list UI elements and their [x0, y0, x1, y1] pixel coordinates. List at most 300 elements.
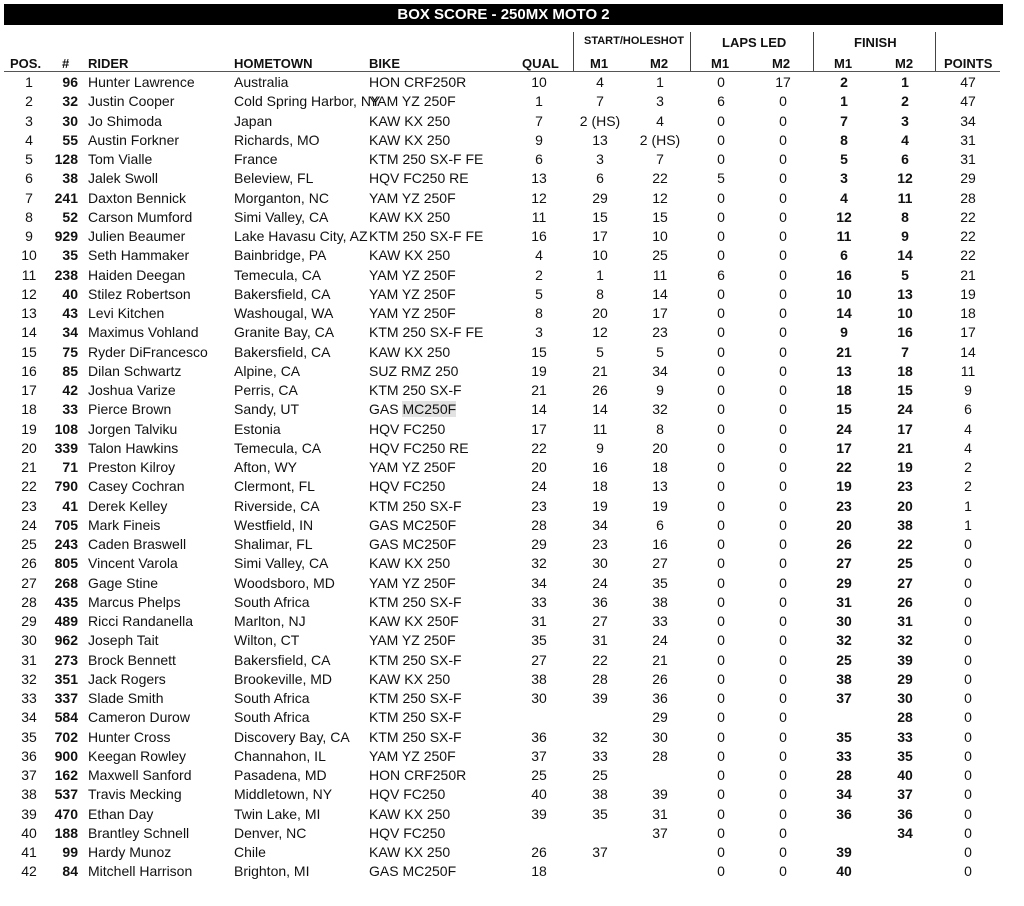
- cell-hometown: Japan: [234, 112, 273, 129]
- cell-start-m1: 21: [592, 362, 608, 379]
- cell-laps-m2: 0: [779, 151, 787, 167]
- cell-qual: 10: [531, 74, 547, 90]
- cell-finish-m2: 18: [897, 362, 913, 379]
- cell-qual: 17: [531, 420, 547, 437]
- cell-pos: 34: [21, 709, 37, 726]
- cell-number: 41: [62, 497, 78, 514]
- cell-finish-m2: 30: [897, 690, 913, 706]
- cell-bike: HON CRF250R: [369, 767, 467, 783]
- cell-hometown: France: [234, 151, 278, 167]
- cell-pos: 2: [25, 93, 33, 110]
- cell-points: 11: [960, 362, 976, 379]
- cell-bike-brand: GAS: [369, 401, 403, 418]
- cell-laps-m2: 0: [779, 824, 787, 841]
- cell-finish-m1: 33: [836, 747, 852, 764]
- cell-rider: Tom Vialle: [88, 151, 153, 167]
- cell-finish-m2: 6: [901, 151, 909, 167]
- header-laps-m1: M1: [711, 56, 730, 71]
- cell-start-m1: 22: [592, 651, 608, 668]
- cell-points: 0: [964, 536, 972, 552]
- cell-rider: Carson Mumford: [88, 208, 193, 225]
- cell-bike: KTM 250 SX-F FE: [369, 324, 484, 341]
- cell-points: 19: [960, 285, 976, 302]
- cell-bike: HQV FC250: [369, 786, 446, 803]
- cell-rider: Vincent Varola: [88, 555, 178, 572]
- cell-rider: Joshua Varize: [88, 382, 176, 398]
- cell-pos: 32: [21, 670, 37, 687]
- cell-rider: Daxton Bennick: [88, 189, 187, 206]
- cell-hometown: Bakersfield, CA: [234, 651, 331, 668]
- table-row: [0, 150, 1024, 169]
- cell-hometown: Woodsboro, MD: [234, 574, 335, 591]
- cell-pos: 24: [21, 516, 37, 533]
- cell-start-m2: 13: [652, 478, 668, 495]
- cell-points: 4: [964, 420, 972, 437]
- cell-number: 42: [62, 382, 78, 398]
- cell-points: 0: [964, 805, 972, 822]
- cell-rider: Jo Shimoda: [88, 112, 162, 129]
- cell-laps-m1: 0: [717, 478, 725, 495]
- cell-number: 55: [62, 131, 78, 148]
- table-row: [0, 535, 1024, 554]
- cell-hometown: South Africa: [234, 593, 310, 610]
- cell-bike: KTM 250 SX-F: [369, 651, 462, 668]
- cell-laps-m2: 0: [779, 497, 787, 514]
- cell-number: 273: [54, 651, 78, 668]
- cell-laps-m2: 0: [779, 228, 787, 244]
- cell-laps-m1: 0: [717, 574, 725, 591]
- cell-rider: Haiden Deegan: [88, 266, 186, 283]
- cell-start-m1: 17: [592, 228, 608, 244]
- cell-bike: KTM 250 SX-F: [369, 709, 462, 726]
- cell-start-m2: 34: [652, 362, 668, 379]
- cell-qual: 35: [531, 632, 547, 649]
- cell-number: 52: [62, 208, 78, 225]
- cell-start-m1: 19: [592, 497, 608, 514]
- cell-number: 32: [62, 93, 78, 110]
- cell-start-m2: 21: [652, 651, 668, 668]
- cell-bike-model-highlighted: MC250F: [402, 401, 457, 418]
- cell-pos: 11: [21, 266, 37, 283]
- cell-rider: Slade Smith: [88, 690, 164, 706]
- cell-pos: 18: [21, 401, 37, 418]
- cell-number: 96: [62, 74, 78, 90]
- cell-laps-m2: 0: [779, 767, 787, 783]
- cell-finish-m1: 40: [836, 863, 852, 880]
- cell-finish-m1: 30: [836, 613, 852, 629]
- cell-points: 9: [964, 382, 972, 398]
- cell-start-m2: 18: [652, 459, 668, 475]
- header-finish-m2: M2: [895, 56, 914, 71]
- cell-bike: KAW KX 250: [369, 131, 451, 148]
- cell-finish-m2: 33: [897, 728, 913, 745]
- cell-start-m2: 10: [652, 228, 668, 244]
- cell-laps-m2: 0: [779, 690, 787, 706]
- cell-start-m1: 29: [592, 189, 608, 206]
- cell-number: 339: [54, 439, 78, 456]
- cell-bike: KAW KX 250: [369, 805, 451, 822]
- cell-finish-m2: 22: [897, 536, 913, 552]
- cell-laps-m2: 0: [779, 170, 787, 187]
- cell-start-m1: 3: [596, 151, 604, 167]
- cell-rider: Pierce Brown: [88, 401, 172, 418]
- cell-finish-m2: 7: [901, 343, 909, 360]
- cell-finish-m1: 1: [840, 93, 848, 110]
- header-rule: [4, 71, 1000, 72]
- cell-qual: 15: [531, 343, 547, 360]
- cell-start-m1: 8: [596, 285, 604, 302]
- cell-bike: KTM 250 SX-F: [369, 382, 462, 398]
- cell-rider: Ethan Day: [88, 805, 154, 822]
- cell-start-m1: 28: [592, 670, 608, 687]
- cell-number: 85: [62, 362, 78, 379]
- cell-finish-m1: 7: [840, 112, 848, 129]
- cell-hometown: Middletown, NY: [234, 786, 333, 803]
- cell-bike: YAM YZ 250F: [369, 632, 456, 649]
- cell-finish-m1: 15: [836, 401, 852, 418]
- cell-hometown: Twin Lake, MI: [234, 805, 321, 822]
- cell-pos: 21: [21, 459, 37, 475]
- cell-qual: 31: [531, 613, 547, 629]
- cell-hometown: Australia: [234, 74, 289, 90]
- cell-hometown: Washougal, WA: [234, 305, 334, 321]
- cell-laps-m1: 0: [717, 401, 725, 418]
- cell-qual: 3: [535, 324, 543, 341]
- table-row: [0, 285, 1024, 304]
- cell-finish-m1: 39: [836, 844, 852, 860]
- group-laps-led: LAPS LED: [722, 35, 787, 50]
- cell-laps-m2: 0: [779, 844, 787, 860]
- cell-laps-m1: 0: [717, 343, 725, 360]
- table-row: [0, 747, 1024, 766]
- cell-hometown: Discovery Bay, CA: [234, 728, 350, 745]
- cell-qual: 12: [531, 189, 547, 206]
- cell-hometown: Temecula, CA: [234, 266, 322, 283]
- cell-laps-m2: 0: [779, 266, 787, 283]
- cell-laps-m1: 0: [717, 613, 725, 629]
- cell-bike: YAM YZ 250F: [369, 189, 456, 206]
- cell-bike: GAS MC250F: [369, 536, 457, 552]
- cell-points: 0: [964, 690, 972, 706]
- cell-start-m1: 37: [592, 844, 608, 860]
- cell-bike: GAS MC250F: [369, 516, 457, 533]
- table-row: [0, 862, 1024, 881]
- cell-pos: 3: [25, 112, 33, 129]
- cell-qual: 22: [531, 439, 547, 456]
- cell-hometown: Bakersfield, CA: [234, 343, 331, 360]
- cell-points: 22: [960, 208, 976, 225]
- cell-laps-m2: 0: [779, 131, 787, 148]
- cell-finish-m1: 35: [836, 728, 852, 745]
- cell-pos: 4: [25, 131, 33, 148]
- header-finish-m1: M1: [834, 56, 853, 71]
- table-row: [0, 516, 1024, 535]
- cell-laps-m2: 0: [779, 324, 787, 341]
- cell-start-m2: 4: [656, 112, 664, 129]
- cell-number: 584: [54, 709, 78, 726]
- cell-start-m1: 2 (HS): [579, 112, 621, 129]
- cell-qual: 18: [531, 863, 547, 880]
- cell-pos: 16: [21, 362, 37, 379]
- group-finish: FINISH: [854, 35, 897, 50]
- cell-bike: KTM 250 SX-F FE: [369, 228, 484, 244]
- cell-hometown: Brighton, MI: [234, 863, 310, 880]
- cell-start-m1: 15: [592, 208, 608, 225]
- cell-finish-m1: 9: [840, 324, 848, 341]
- cell-finish-m1: 14: [836, 305, 852, 321]
- cell-hometown: Granite Bay, CA: [234, 324, 335, 341]
- cell-rider: Caden Braswell: [88, 536, 187, 552]
- cell-number: 268: [54, 574, 78, 591]
- cell-bike: KAW KX 250: [369, 247, 451, 264]
- cell-finish-m1: 17: [836, 439, 852, 456]
- cell-pos: 25: [21, 536, 37, 552]
- cell-points: 6: [964, 401, 972, 418]
- cell-points: 1: [964, 516, 972, 533]
- table-row: [0, 400, 1024, 419]
- cell-laps-m2: 0: [779, 439, 787, 456]
- cell-start-m2: 38: [652, 593, 668, 610]
- cell-laps-m2: 0: [779, 401, 787, 418]
- cell-finish-m1: 11: [836, 228, 852, 244]
- cell-qual: 38: [531, 670, 547, 687]
- cell-laps-m2: 0: [779, 728, 787, 745]
- cell-start-m1: 4: [596, 74, 604, 90]
- cell-finish-m1: 25: [836, 651, 852, 668]
- cell-start-m1: 38: [592, 786, 608, 803]
- cell-rider: Joseph Tait: [88, 632, 159, 649]
- cell-hometown: Pasadena, MD: [234, 767, 327, 783]
- cell-laps-m1: 0: [717, 805, 725, 822]
- cell-bike: KAW KX 250: [369, 670, 451, 687]
- cell-laps-m1: 0: [717, 208, 725, 225]
- cell-number: 702: [54, 728, 78, 745]
- results-table: [0, 73, 1024, 882]
- cell-pos: 8: [25, 208, 33, 225]
- table-row: [0, 766, 1024, 785]
- cell-rider: Austin Forkner: [88, 131, 180, 148]
- cell-finish-m2: 10: [897, 305, 913, 321]
- cell-finish-m1: 6: [840, 247, 848, 264]
- cell-points: 0: [964, 574, 972, 591]
- cell-laps-m1: 0: [717, 189, 725, 206]
- cell-laps-m2: 0: [779, 112, 787, 129]
- cell-laps-m1: 5: [717, 170, 725, 187]
- cell-hometown: Wilton, CT: [234, 632, 300, 649]
- cell-laps-m1: 0: [717, 786, 725, 803]
- cell-rider: Levi Kitchen: [88, 305, 165, 321]
- cell-laps-m2: 0: [779, 555, 787, 572]
- cell-number: 805: [54, 555, 78, 572]
- cell-qual: 16: [531, 228, 547, 244]
- cell-hometown: Simi Valley, CA: [234, 555, 329, 572]
- cell-hometown: Chile: [234, 844, 266, 860]
- cell-number: 43: [62, 305, 78, 321]
- table-row: [0, 631, 1024, 650]
- cell-start-m2: 15: [652, 208, 668, 225]
- cell-number: 35: [62, 247, 78, 264]
- table-row: [0, 189, 1024, 208]
- header-points: POINTS: [944, 56, 993, 71]
- cell-qual: 20: [531, 459, 547, 475]
- cell-qual: 24: [531, 478, 547, 495]
- cell-laps-m2: 0: [779, 382, 787, 398]
- cell-finish-m2: 26: [897, 593, 913, 610]
- cell-start-m1: 11: [592, 420, 608, 437]
- cell-start-m1: 25: [592, 767, 608, 783]
- cell-start-m1: 36: [592, 593, 608, 610]
- cell-laps-m2: 0: [779, 747, 787, 764]
- cell-laps-m1: 0: [717, 728, 725, 745]
- cell-points: 0: [964, 593, 972, 610]
- cell-hometown: Marlton, NJ: [234, 613, 306, 629]
- cell-hometown: Beleview, FL: [234, 170, 314, 187]
- cell-finish-m1: 31: [836, 593, 852, 610]
- cell-laps-m1: 0: [717, 863, 725, 880]
- cell-rider: Maxwell Sanford: [88, 767, 192, 783]
- cell-points: 31: [960, 151, 976, 167]
- cell-laps-m1: 0: [717, 632, 725, 649]
- cell-qual: 28: [531, 516, 547, 533]
- cell-laps-m1: 0: [717, 305, 725, 321]
- cell-bike: KAW KX 250: [369, 208, 451, 225]
- cell-finish-m1: 37: [836, 690, 852, 706]
- cell-start-m1: 20: [592, 305, 608, 321]
- cell-laps-m2: 0: [779, 189, 787, 206]
- cell-start-m1: 18: [592, 478, 608, 495]
- cell-finish-m2: 36: [897, 805, 913, 822]
- cell-laps-m2: 0: [779, 863, 787, 880]
- table-row: [0, 381, 1024, 400]
- cell-laps-m2: 0: [779, 208, 787, 225]
- header-hometown: HOMETOWN: [234, 56, 313, 71]
- cell-start-m2: 17: [652, 305, 668, 321]
- cell-start-m1: 13: [592, 131, 608, 148]
- cell-qual: 27: [531, 651, 547, 668]
- cell-bike: KAW KX 250F: [369, 613, 459, 629]
- cell-number: 108: [54, 420, 78, 437]
- cell-finish-m2: 34: [897, 824, 913, 841]
- cell-laps-m1: 0: [717, 651, 725, 668]
- cell-number: 929: [54, 228, 78, 244]
- cell-rider: Talon Hawkins: [88, 439, 179, 456]
- cell-laps-m1: 0: [717, 74, 725, 90]
- cell-start-m2: 32: [652, 401, 668, 418]
- cell-pos: 37: [21, 767, 37, 783]
- cell-qual: 5: [535, 285, 543, 302]
- cell-laps-m1: 0: [717, 324, 725, 341]
- table-row: [0, 458, 1024, 477]
- cell-start-m2: 36: [652, 690, 668, 706]
- header-rider: RIDER: [88, 56, 129, 71]
- cell-qual: 40: [531, 786, 547, 803]
- header-laps-m2: M2: [772, 56, 791, 71]
- cell-points: 0: [964, 863, 972, 880]
- cell-finish-m2: 16: [897, 324, 913, 341]
- cell-laps-m1: 0: [717, 555, 725, 572]
- cell-qual: 25: [531, 767, 547, 783]
- cell-hometown: South Africa: [234, 690, 310, 706]
- cell-finish-m2: 15: [897, 382, 913, 398]
- cell-finish-m1: 10: [836, 285, 852, 302]
- cell-finish-m2: 8: [901, 208, 909, 225]
- cell-bike: KTM 250 SX-F: [369, 593, 462, 610]
- cell-finish-m2: 21: [897, 439, 913, 456]
- cell-number: 30: [62, 112, 78, 129]
- cell-bike: SUZ RMZ 250: [369, 362, 459, 379]
- table-row: [0, 843, 1024, 862]
- table-row: [0, 612, 1024, 631]
- cell-points: 47: [960, 93, 976, 110]
- cell-start-m2: 24: [652, 632, 668, 649]
- cell-points: 0: [964, 844, 972, 860]
- cell-rider: Casey Cochran: [88, 478, 185, 495]
- cell-finish-m2: 1: [901, 74, 909, 90]
- table-row: [0, 73, 1024, 92]
- cell-finish-m2: 20: [897, 497, 913, 514]
- cell-hometown: Denver, NC: [234, 824, 307, 841]
- cell-number: 241: [54, 189, 78, 206]
- table-row: [0, 169, 1024, 188]
- cell-points: 2: [964, 478, 972, 495]
- cell-laps-m1: 0: [717, 131, 725, 148]
- cell-hometown: Richards, MO: [234, 131, 320, 148]
- cell-pos: 26: [21, 555, 37, 572]
- cell-points: 0: [964, 613, 972, 629]
- cell-bike: KAW KX 250: [369, 343, 451, 360]
- cell-start-m1: 27: [592, 613, 608, 629]
- cell-bike: [369, 400, 456, 419]
- cell-start-m1: 26: [592, 382, 608, 398]
- cell-laps-m1: 0: [717, 747, 725, 764]
- cell-laps-m1: 0: [717, 439, 725, 456]
- cell-laps-m2: 0: [779, 593, 787, 610]
- cell-points: 17: [960, 324, 976, 341]
- cell-points: 29: [960, 170, 976, 187]
- cell-finish-m1: 18: [836, 382, 852, 398]
- cell-number: 99: [62, 844, 78, 860]
- cell-bike: YAM YZ 250F: [369, 305, 456, 321]
- cell-start-m2: 6: [656, 516, 664, 533]
- cell-laps-m2: 0: [779, 613, 787, 629]
- cell-rider: Dilan Schwartz: [88, 362, 182, 379]
- cell-rider: Julien Beaumer: [88, 228, 186, 244]
- cell-start-m2: 1: [656, 74, 664, 90]
- cell-number: 33: [62, 401, 78, 418]
- cell-pos: 1: [25, 74, 33, 90]
- cell-finish-m1: 8: [840, 131, 848, 148]
- cell-bike: YAM YZ 250F: [369, 459, 456, 475]
- cell-number: 537: [54, 786, 78, 803]
- cell-finish-m2: 35: [897, 747, 913, 764]
- cell-hometown: Simi Valley, CA: [234, 208, 329, 225]
- cell-start-m1: 7: [596, 93, 604, 110]
- cell-start-m2: 9: [656, 382, 664, 398]
- table-row: [0, 92, 1024, 111]
- cell-finish-m2: 39: [897, 651, 913, 668]
- cell-start-m2: 27: [652, 555, 668, 572]
- cell-finish-m2: 17: [897, 420, 913, 437]
- cell-start-m1: 10: [592, 247, 608, 264]
- cell-hometown: Bakersfield, CA: [234, 285, 331, 302]
- cell-start-m1: 30: [592, 555, 608, 572]
- cell-qual: 32: [531, 555, 547, 572]
- cell-qual: 39: [531, 805, 547, 822]
- cell-bike: KTM 250 SX-F: [369, 728, 462, 745]
- cell-hometown: Cold Spring Harbor, NY: [234, 93, 381, 110]
- cell-qual: 29: [531, 536, 547, 552]
- cell-rider: Maximus Vohland: [88, 324, 199, 341]
